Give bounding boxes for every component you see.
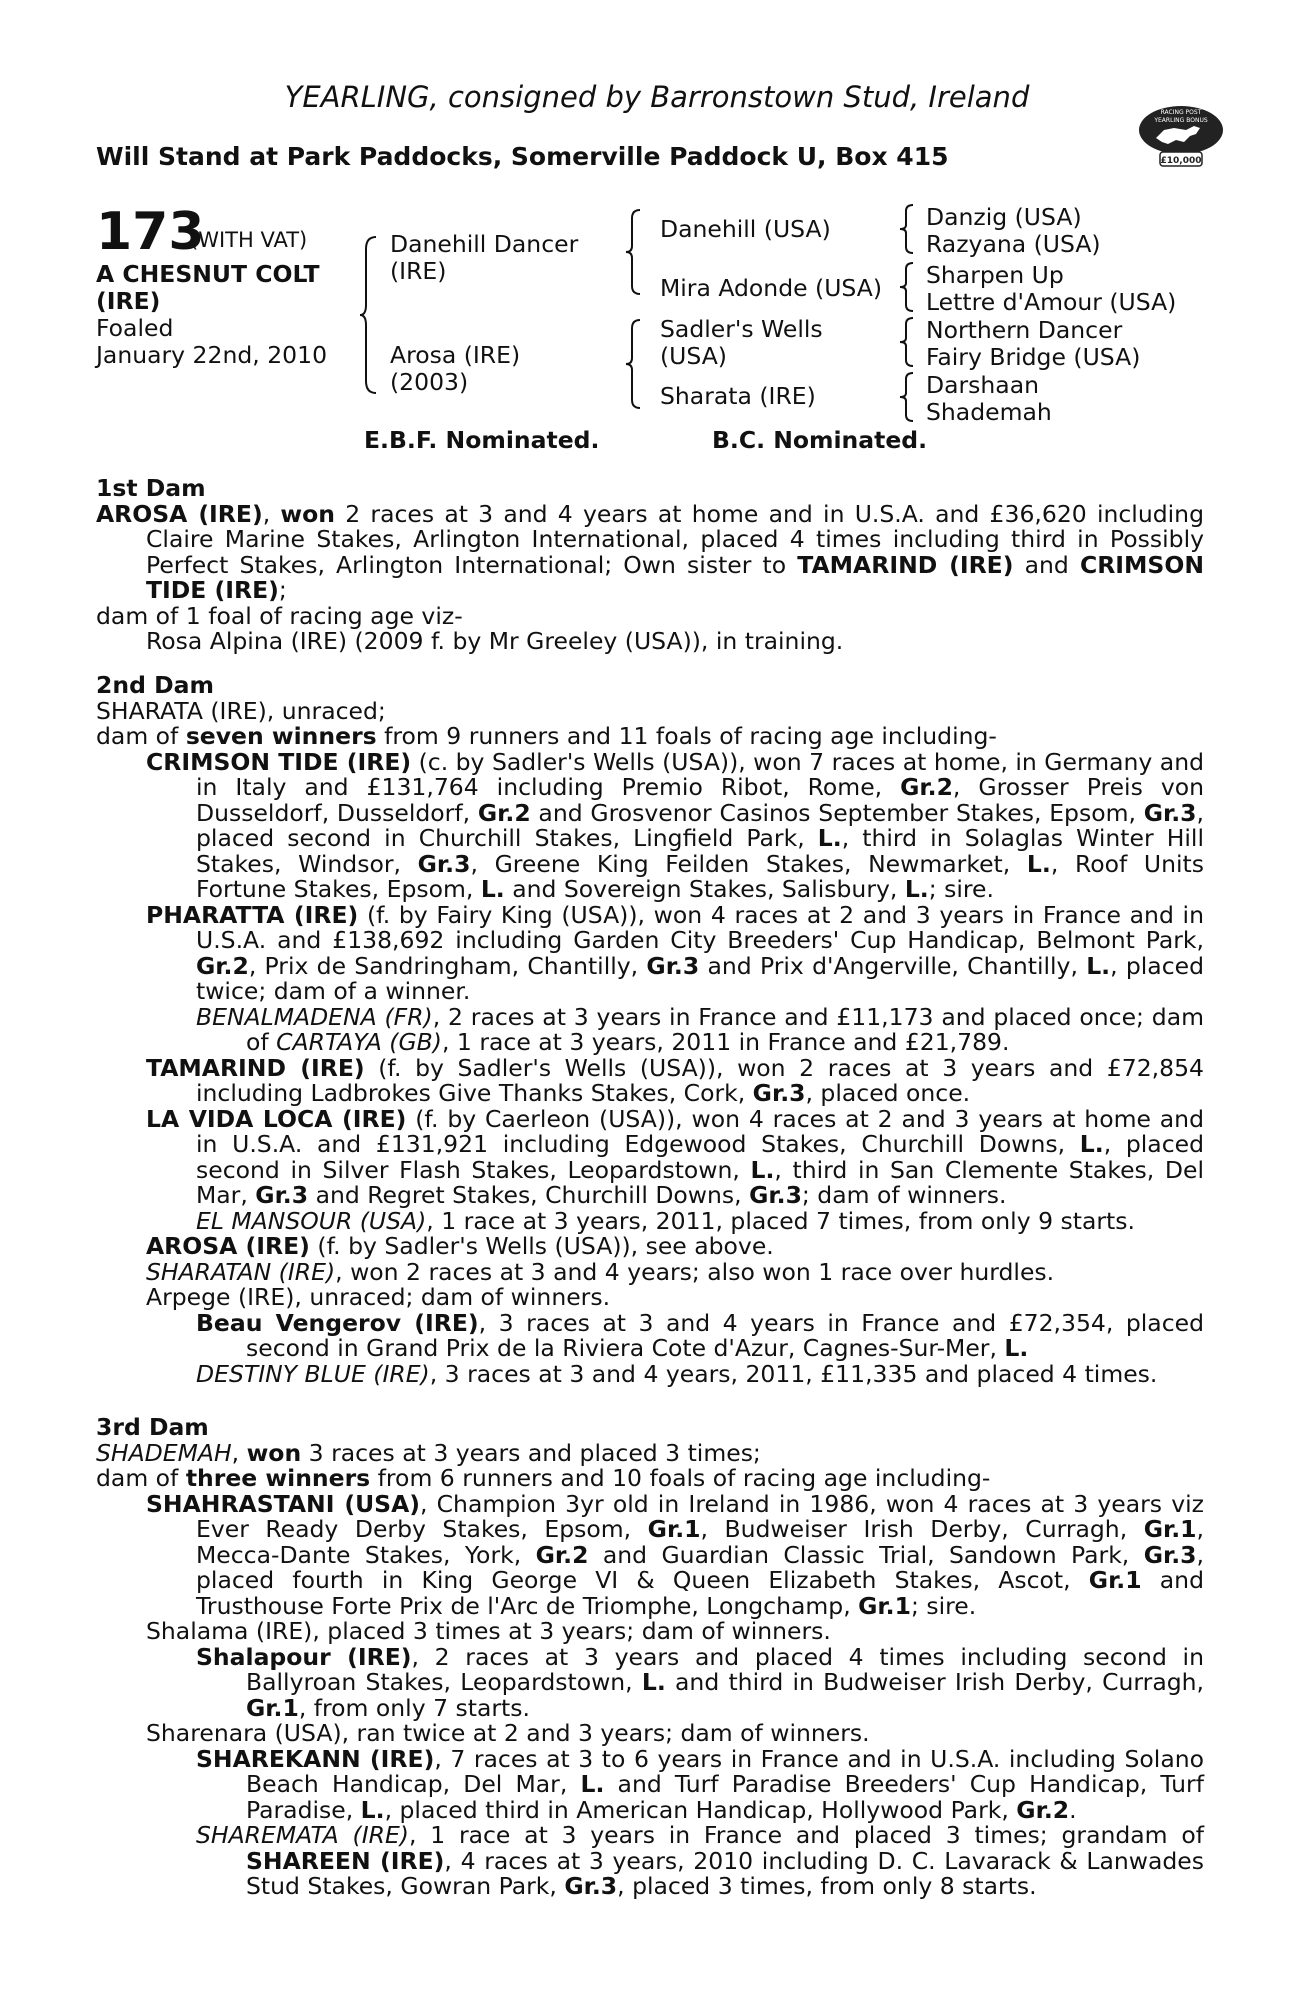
second-dam-heading: 2nd Dam (96, 671, 214, 699)
second-dam-produce-intro: dam of seven winners from 9 runners and 11 foals of racing age including- (96, 722, 997, 750)
pharatta-entry: PHARATTA (IRE) (f. by Fairy King (USA)), won 4 races at 2 and 3 years in France and in U.S.A. and £138,692 including Garden City Breeders' Cup Handicap, Belmont Park, Gr.2, Prix de Sandringham, Chantilly, Gr.3 and Prix d'Angerville, Chantilly, L., placed twice; dam of a winner. (146, 900, 1204, 1005)
stand-location: Will Stand at Park Paddocks, Somerville Paddock U, Box 415 (96, 142, 949, 171)
sharemata-entry: SHAREMATA (IRE), 1 race at 3 years in France and placed 3 times; grandam of SHAREEN (IRE), 4 races at 3 years, 2010 including D. C. Lavarack & Lanwades Stud Stakes, Gowran Park, Gr.3, placed 3 times, from only 8 starts. (196, 1821, 1205, 1900)
sire-country: (IRE) (390, 257, 447, 285)
gen3-1: Danzig (USA) (926, 203, 1082, 231)
first-dam-section (96, 476, 1204, 655)
tamarind-entry: TAMARIND (IRE) (f. by Sadler's Wells (USA)), won 2 races at 3 years and £72,854 including Ladbrokes Give Thanks Stakes, Cork, Gr.3, placed once. (146, 1053, 1204, 1107)
brace-3 (900, 316, 916, 368)
colt-country: (IRE) (96, 287, 161, 315)
gen3-8: Shademah (926, 398, 1052, 426)
dam-name: Arosa (IRE) (390, 341, 521, 369)
sharenara-entry: Sharenara (USA), ran twice at 2 and 3 years; dam of winners. (146, 1719, 870, 1747)
shalama-entry: Shalama (IRE), placed 3 times at 3 years; dam of winners. (146, 1617, 831, 1645)
catalogue-header: YEARLING, consigned by Barronstown Stud, Ireland (284, 80, 1030, 114)
dam-sire-line1: Sadler's Wells (660, 315, 823, 343)
brace-1 (900, 203, 916, 255)
first-dam-foal: Rosa Alpina (IRE) (2009 f. by Mr Greeley (USA)), in training. (146, 627, 844, 655)
dam-line-brace (626, 318, 644, 410)
gen3-7: Darshaan (926, 371, 1039, 399)
first-dam-heading: 1st Dam (96, 474, 206, 502)
arpege-entry: Arpege (IRE), unraced; dam of winners. (146, 1283, 611, 1311)
dam-dam: Sharata (IRE) (660, 382, 816, 410)
foaled-date: January 22nd, 2010 (96, 341, 328, 369)
dam-year: (2003) (390, 368, 469, 396)
dam-sire-line2: (USA) (660, 342, 727, 370)
foaled-label: Foaled (96, 314, 174, 342)
gen3-5: Northern Dancer (926, 316, 1123, 344)
la-vida-loca-entry: LA VIDA LOCA (IRE) (f. by Caerleon (USA)), won 4 races at 2 and 3 years at home and in U.S.A. and £131,921 including Edgewood Stakes, Churchill Downs, L., placed second in Silver Flash Stakes, Leopardstown, L., third in San Clemente Stakes, Del Mar, Gr.3 and Regret Stakes, Churchill Downs, Gr.3; dam of winners. (146, 1104, 1204, 1209)
gen3-3: Sharpen Up (926, 261, 1064, 289)
vat-label: (WITH VAT) (190, 228, 308, 252)
brace-2 (900, 261, 916, 313)
sire-dam-brace (360, 235, 380, 395)
crimson-tide-entry: CRIMSON TIDE (IRE) (c. by Sadler's Wells (USA)), won 7 races at home, in Germany and in Italy and £131,764 including Premio Ribot, Rome, Gr.2, Grosser Preis von Dusseldorf, Dusseldorf, Gr.2 and Grosvenor Casinos September Stakes, Epsom, Gr.3, placed second in Churchill Stakes, Lingfield Park, L., third in Solaglas Winter Hill Stakes, Windsor, Gr.3, Greene King Feilden Stakes, Newmarket, L., Roof Units Fortune Stakes, Epsom, L. and Sovereign Stakes, Salisbury, L.; sire. (146, 747, 1205, 903)
dam-name: AROSA (IRE) (96, 499, 263, 528)
arosa-entry: AROSA (IRE) (f. by Sadler's Wells (USA)), see above. (146, 1232, 774, 1260)
sire-name: Danehill Dancer (390, 230, 579, 258)
sire-line-brace (626, 208, 644, 296)
destiny-blue-entry: DESTINY BLUE (IRE), 3 races at 3 and 4 years, 2011, £11,335 and placed 4 times. (196, 1359, 1158, 1388)
sister-2: CRIMSON TIDE (IRE) (146, 550, 1204, 604)
sharatan-entry: SHARATAN (IRE), won 2 races at 3 and 4 years; also won 1 race over hurdles. (146, 1257, 1055, 1286)
colt-description: A CHESNUT COLT (96, 260, 320, 288)
gen3-4: Lettre d'Amour (USA) (926, 288, 1177, 316)
gen3-2: Razyana (USA) (926, 230, 1101, 258)
beau-vengerov-entry: Beau Vengerov (IRE), 3 races at 3 and 4 years in France and £72,354, placed second in Grand Prix de la Riviera Cote d'Azur, Cagnes-Sur-Mer, L. (196, 1308, 1205, 1362)
logo-top-text: RACING POST (1160, 109, 1202, 116)
third-dam-intro: SHADEMAH, won 3 races at 3 years and placed 3 times; (96, 1438, 761, 1467)
bc-nominated: B.C. Nominated. (712, 426, 928, 454)
benalmadena-entry: BENALMADENA (FR), 2 races at 3 years in France and £11,173 and placed once; dam of CARTAYA (GB), 1 race at 3 years, 2011 in France and £21,789. (196, 1002, 1204, 1056)
first-dam-record: AROSA (IRE), won 2 races at 3 and 4 years at home and in U.S.A. and £36,620 including Claire Marine Stakes, Arlington International, placed 4 times including third in Possibly Perfect Stakes, Arlington International; Own sister to TAMARIND (IRE) and CRIMSON TIDE (IRE); (96, 499, 1204, 604)
won-word: won (280, 499, 335, 528)
shalapour-entry: Shalapour (IRE), 2 races at 3 years and placed 4 times including second in Ballyroan Stakes, Leopardstown, L. and third in Budweiser Irish Derby, Curragh, Gr.1, from only 7 starts. (196, 1642, 1204, 1722)
second-dam-section (96, 673, 1204, 1387)
shahrastani-entry: SHAHRASTANI (USA), Champion 3yr old in Ireland in 1986, won 4 races at 3 years viz Ever Ready Derby Stakes, Epsom, Gr.1, Budweiser Irish Derby, Curragh, Gr.1, Mecca-Dante Stakes, York, Gr.2 and Guardian Classic Trial, Sandown Park, Gr.3, placed fourth in King George VI & Queen Elizabeth Stakes, Ascot, Gr.1 and Trusthouse Forte Prix de l'Arc de Triomphe, Longchamp, Gr.1; sire. (146, 1489, 1204, 1620)
first-dam-produce-intro: dam of 1 foal of racing age viz- (96, 601, 463, 630)
third-dam-section (96, 1415, 1204, 1900)
racing-post-bonus-logo (1134, 92, 1228, 184)
logo-amount: £10,000 (1160, 156, 1202, 166)
gen3-6: Fairy Bridge (USA) (926, 343, 1141, 371)
sharekann-entry: SHAREKANN (IRE), 7 races at 3 to 6 years in France and in U.S.A. including Solano Beach Handicap, Del Mar, L. and Turf Paradise Breeders' Cup Handicap, Turf Paradise, L., placed third in American Handicap, Hollywood Park, Gr.2. (196, 1744, 1204, 1824)
ebf-nominated: E.B.F. Nominated. (364, 426, 600, 454)
logo-mid-text: YEARLING BONUS (1154, 117, 1208, 124)
second-dam-intro: SHARATA (IRE), unraced; (96, 696, 386, 725)
sister-1: TAMARIND (IRE) (797, 550, 1014, 579)
sire-dam: Mira Adonde (USA) (660, 274, 882, 302)
third-dam-produce-intro: dam of three winners from 6 runners and 10 foals of racing age including- (96, 1464, 991, 1492)
lot-number: 173 (96, 202, 205, 262)
brace-4 (900, 371, 916, 423)
sire-sire: Danehill (USA) (660, 215, 831, 243)
el-mansour-entry: EL MANSOUR (USA), 1 race at 3 years, 2011, placed 7 times, from only 9 starts. (196, 1206, 1135, 1235)
third-dam-heading: 3rd Dam (96, 1413, 209, 1441)
